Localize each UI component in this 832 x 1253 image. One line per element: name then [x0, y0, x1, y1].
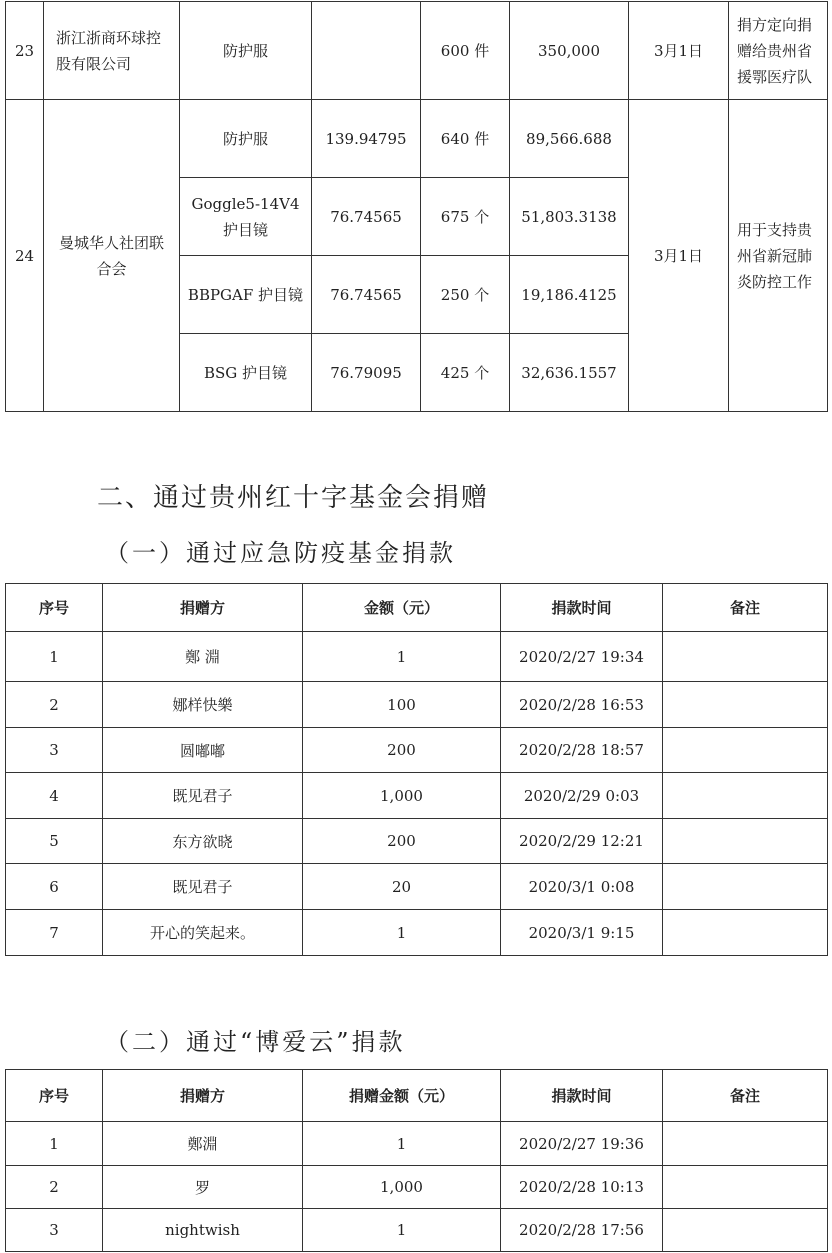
cell: 2020/3/1 0:08	[501, 864, 663, 910]
table-row	[6, 2, 828, 100]
subsection-title-boaiyun: （二）通过“博爱云”捐款	[105, 1028, 406, 1056]
item-name: Goggle5-14V4护目镜	[180, 178, 312, 256]
cell: 200	[303, 728, 501, 773]
cell: 开心的笑起来。	[103, 910, 303, 956]
quantity: 675 个	[421, 178, 510, 256]
quantity: 600 件	[421, 2, 510, 100]
cell	[663, 819, 828, 864]
note: 捐方定向捐赠给贵州省援鄂医疗队	[729, 2, 828, 100]
column-header: 捐款时间	[501, 1070, 663, 1122]
cell: 100	[303, 682, 501, 728]
cell: 罗	[103, 1166, 303, 1209]
unit-price: 76.74565	[312, 178, 421, 256]
cell: 鄭 淵	[103, 632, 303, 682]
table-row	[6, 682, 828, 728]
cell: 1	[303, 1209, 501, 1252]
donor-name: 曼城华人社团联合会	[44, 100, 180, 412]
subsection-title-emergency-fund: （一）通过应急防疫基金捐款	[105, 539, 456, 567]
section-title: 二、通过贵州红十字基金会捐赠	[97, 483, 490, 513]
row-number: 23	[6, 2, 44, 100]
cell: 2020/2/28 10:13	[501, 1166, 663, 1209]
boaiyun-donations-table	[5, 1069, 828, 1252]
cell: 6	[6, 864, 103, 910]
unit-price	[312, 2, 421, 100]
amount: 51,803.3138	[510, 178, 629, 256]
cell: 圆嘟嘟	[103, 728, 303, 773]
quantity: 640 件	[421, 100, 510, 178]
table-header-row	[6, 1070, 828, 1122]
cell: 2020/2/28 16:53	[501, 682, 663, 728]
cell	[663, 728, 828, 773]
cell: 1,000	[303, 773, 501, 819]
cell: 3	[6, 1209, 103, 1252]
table-header-row	[6, 584, 828, 632]
column-header: 备注	[663, 584, 828, 632]
donation-date: 3月1日	[629, 2, 729, 100]
table-row	[6, 1122, 828, 1166]
cell: 200	[303, 819, 501, 864]
cell: 既见君子	[103, 773, 303, 819]
cell: 5	[6, 819, 103, 864]
column-header: 序号	[6, 584, 103, 632]
item-name: 防护服	[180, 100, 312, 178]
cell	[663, 1209, 828, 1252]
amount: 350,000	[510, 2, 629, 100]
row-number: 24	[6, 100, 44, 412]
column-header: 捐赠方	[103, 1070, 303, 1122]
column-header: 捐款时间	[501, 584, 663, 632]
table-row	[6, 100, 828, 178]
cell	[663, 632, 828, 682]
unit-price: 76.79095	[312, 334, 421, 412]
donor-name: 浙江浙商环球控股有限公司	[44, 2, 180, 100]
cell	[663, 1122, 828, 1166]
cell	[663, 910, 828, 956]
cell: 娜样快樂	[103, 682, 303, 728]
cell: 1	[303, 910, 501, 956]
column-header: 捐赠方	[103, 584, 303, 632]
item-name: BBPGAF 护目镜	[180, 256, 312, 334]
table-row	[6, 1166, 828, 1209]
cell: 东方欲晓	[103, 819, 303, 864]
donation-goods-table	[5, 1, 828, 412]
column-header: 捐赠金额（元）	[303, 1070, 501, 1122]
table-row	[6, 910, 828, 956]
table-row	[6, 728, 828, 773]
quantity: 425 个	[421, 334, 510, 412]
cell: 2020/2/27 19:36	[501, 1122, 663, 1166]
cell: 2020/2/29 0:03	[501, 773, 663, 819]
cell: 2	[6, 1166, 103, 1209]
amount: 19,186.4125	[510, 256, 629, 334]
table-row	[6, 864, 828, 910]
cell: 1	[6, 1122, 103, 1166]
table-row	[6, 1209, 828, 1252]
cell: 20	[303, 864, 501, 910]
note: 用于支持贵州省新冠肺炎防控工作	[729, 100, 828, 412]
table-row	[6, 819, 828, 864]
cell: 2020/2/27 19:34	[501, 632, 663, 682]
cell	[663, 682, 828, 728]
cell: 2020/2/28 17:56	[501, 1209, 663, 1252]
cell: 1	[303, 632, 501, 682]
cell: 2020/2/29 12:21	[501, 819, 663, 864]
column-header: 金额（元）	[303, 584, 501, 632]
cell: 2020/3/1 9:15	[501, 910, 663, 956]
cell	[663, 773, 828, 819]
cell: 2020/2/28 18:57	[501, 728, 663, 773]
item-name: 防护服	[180, 2, 312, 100]
cell: 4	[6, 773, 103, 819]
amount: 32,636.1557	[510, 334, 629, 412]
cell: 1,000	[303, 1166, 501, 1209]
item-name: BSG 护目镜	[180, 334, 312, 412]
cell: 1	[303, 1122, 501, 1166]
unit-price: 76.74565	[312, 256, 421, 334]
cell	[663, 864, 828, 910]
unit-price: 139.94795	[312, 100, 421, 178]
cell: nightwish	[103, 1209, 303, 1252]
cell: 鄭淵	[103, 1122, 303, 1166]
column-header: 备注	[663, 1070, 828, 1122]
emergency-fund-donations-table	[5, 583, 828, 956]
donation-date: 3月1日	[629, 100, 729, 412]
table-row	[6, 773, 828, 819]
column-header: 序号	[6, 1070, 103, 1122]
quantity: 250 个	[421, 256, 510, 334]
cell: 1	[6, 632, 103, 682]
cell: 7	[6, 910, 103, 956]
cell: 2	[6, 682, 103, 728]
table-row	[6, 632, 828, 682]
cell: 既见君子	[103, 864, 303, 910]
cell	[663, 1166, 828, 1209]
amount: 89,566.688	[510, 100, 629, 178]
cell: 3	[6, 728, 103, 773]
